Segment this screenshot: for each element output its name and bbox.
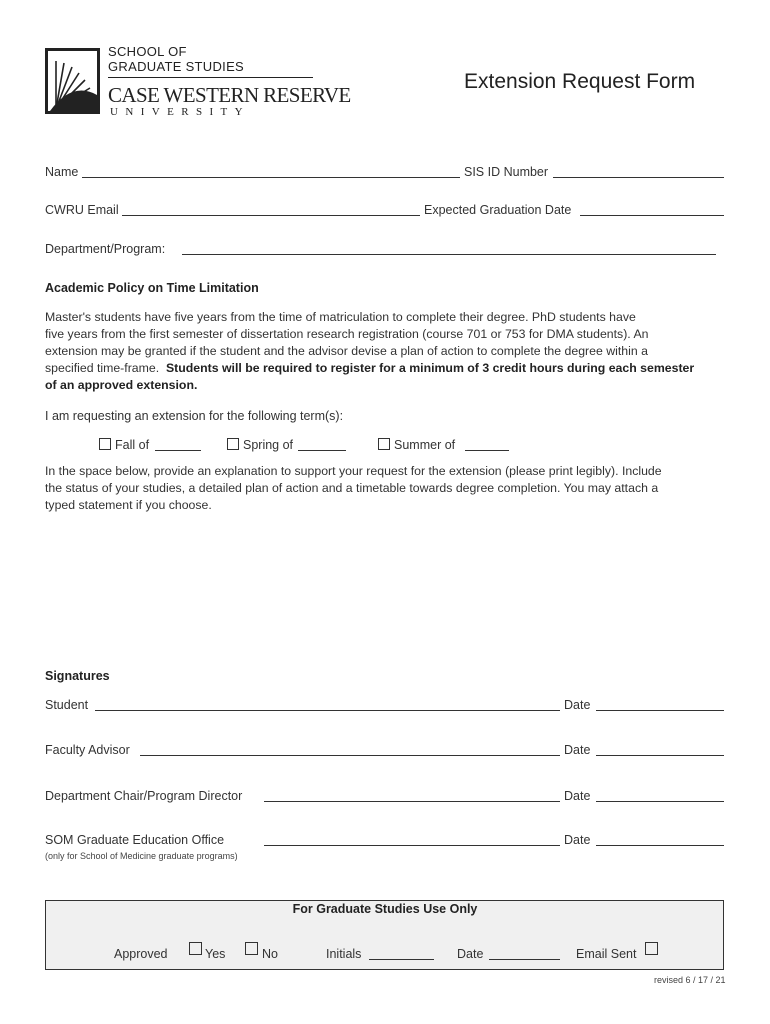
advisor-date-label: Date (564, 743, 591, 757)
approved-label: Approved (114, 947, 168, 961)
approved-yes-checkbox[interactable] (189, 942, 202, 955)
chair-date-field[interactable] (596, 801, 724, 802)
spring-checkbox[interactable] (227, 438, 239, 450)
logo-cwr-text: CASE WESTERN RESERVE (108, 83, 351, 107)
advisor-label: Faculty Advisor (45, 743, 130, 757)
som-date-label: Date (564, 833, 591, 847)
sis-id-label: SIS ID Number (464, 165, 549, 179)
spring-year-field[interactable] (298, 450, 346, 451)
fall-year-field[interactable] (155, 450, 201, 451)
email-label: CWRU Email (45, 203, 119, 217)
office-date-field[interactable] (489, 959, 560, 960)
student-label: Student (45, 698, 89, 712)
request-intro: I am requesting an extension for the following term(s): (45, 409, 344, 423)
revision-note: revised 6 / 17 / 21 (654, 975, 726, 985)
initials-field[interactable] (369, 959, 434, 960)
student-date-label: Date (564, 698, 591, 712)
summer-checkbox[interactable] (378, 438, 390, 450)
name-field[interactable] (82, 177, 460, 178)
advisor-signature-field[interactable] (140, 755, 560, 756)
som-signature-field[interactable] (264, 845, 560, 846)
som-label: SOM Graduate Education Office (45, 833, 225, 847)
explanation-area[interactable] (45, 518, 724, 658)
form-title: Extension Request Form (464, 70, 696, 93)
som-note: (only for School of Medicine graduate programs) (45, 851, 238, 861)
name-label: Name (45, 165, 79, 179)
office-date-label: Date (457, 947, 484, 961)
university-logo (45, 48, 100, 114)
yes-label: Yes (205, 947, 226, 961)
email-sent-checkbox[interactable] (645, 942, 658, 955)
student-date-field[interactable] (596, 710, 724, 711)
initials-label: Initials (326, 947, 362, 961)
spring-option[interactable]: Spring of (227, 437, 293, 453)
policy-heading: Academic Policy on Time Limitation (45, 281, 259, 295)
email-sent-label: Email Sent (576, 947, 637, 961)
sunburst-icon (48, 51, 97, 111)
advisor-date-field[interactable] (596, 755, 724, 756)
department-field[interactable] (182, 254, 716, 255)
office-use-heading: For Graduate Studies Use Only (292, 902, 478, 916)
sis-id-field[interactable] (553, 177, 724, 178)
fall-option[interactable]: Fall of (99, 437, 149, 453)
explanation-instructions: In the space below, provide an explanation to support your request for the extension (please print legibly). Include the status of your studies, a detailed plan of action and a timetable towards degree completion. You may attach a typed statement if you choose. (45, 464, 662, 512)
policy-text: Master's students have five years from the time of matriculation to complete their degree. PhD students have five years from the first semester of dissertation research registration (course 701 or 753 for DMA students). An extension may be granted if the student and the advisor devise a plan of action to complete the degree within a specified time-frame. Students will be required to register for a minimum of 3 credit hours during each semester of an approved extension. (45, 310, 695, 392)
logo-divider (108, 77, 313, 78)
student-signature-field[interactable] (95, 710, 560, 711)
chair-signature-field[interactable] (264, 801, 560, 802)
chair-label: Department Chair/Program Director (45, 789, 243, 803)
chair-date-label: Date (564, 789, 591, 803)
summer-year-field[interactable] (465, 450, 509, 451)
no-label: No (262, 947, 278, 961)
fall-checkbox[interactable] (99, 438, 111, 450)
approved-no-checkbox[interactable] (245, 942, 258, 955)
signatures-heading: Signatures (45, 669, 110, 683)
department-label: Department/Program: (45, 242, 166, 256)
summer-option[interactable]: Summer of (378, 437, 455, 453)
som-date-field[interactable] (596, 845, 724, 846)
grad-date-field[interactable] (580, 215, 724, 216)
logo-university-text: UNIVERSITY (110, 106, 250, 118)
email-field[interactable] (122, 215, 420, 216)
grad-date-label: Expected Graduation Date (424, 203, 572, 217)
logo-school-text: SCHOOL OF GRADUATE STUDIES (108, 44, 245, 74)
